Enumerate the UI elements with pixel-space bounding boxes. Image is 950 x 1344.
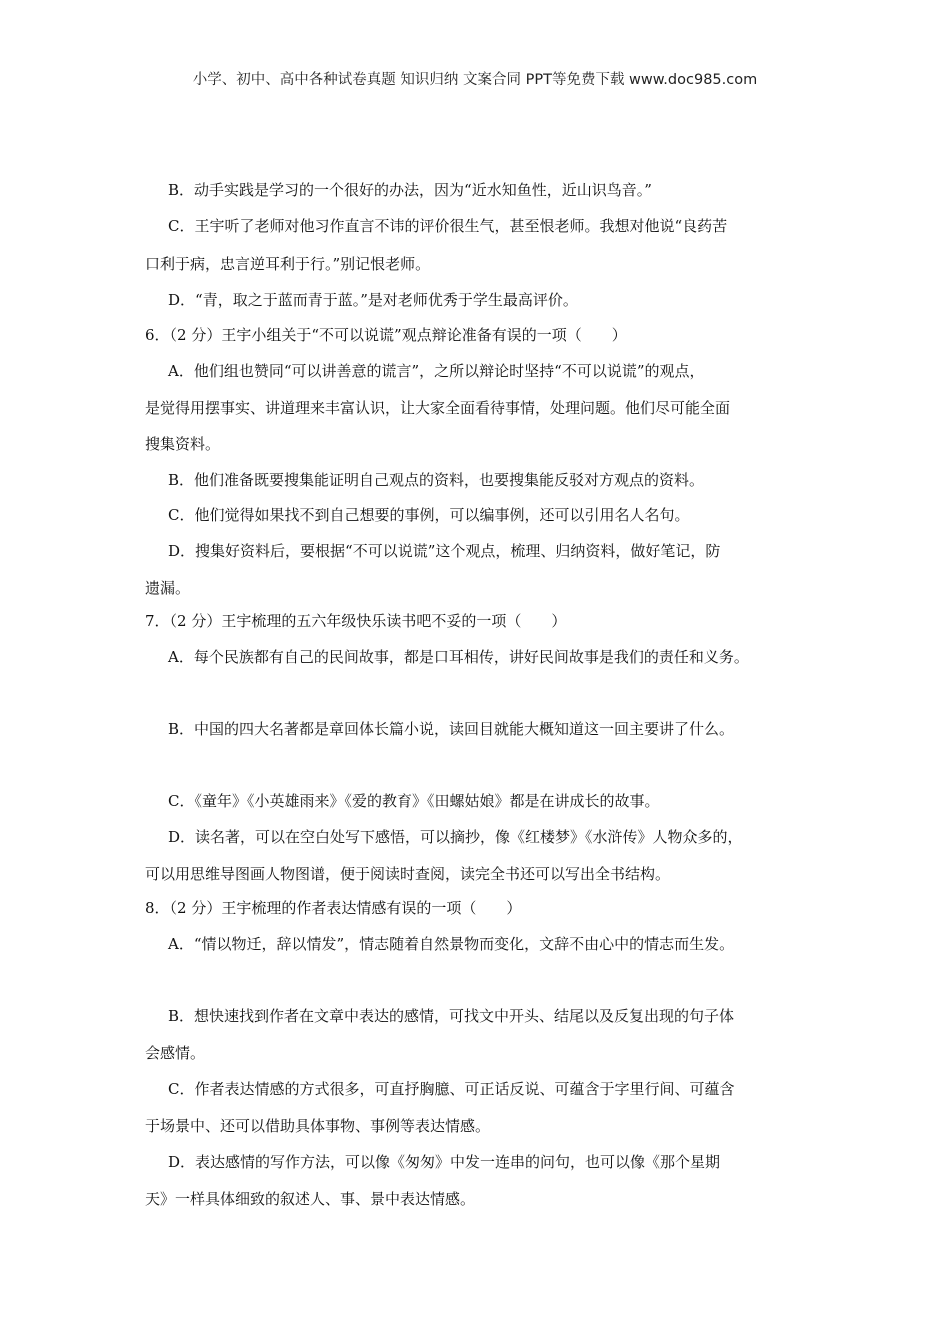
q7-option-a: A．每个民族都有自己的民间故事，都是口耳相传，讲好民间故事是我们的责任和义务。 [168,648,749,666]
q5-option-c-line1: C．王宇听了老师对他习作直言不讳的评价很生气，甚至恨老师。我想对他说“良药苦 [168,217,728,235]
q7-option-b: B．中国的四大名著都是章回体长篇小说，读回目就能大概知道这一回主要讲了什么。 [168,720,735,738]
q8-option-c-line1: C．作者表达情感的方式很多，可直抒胸臆、可正话反说、可蕴含于字里行间、可蕴含 [168,1080,735,1098]
q6-stem: 6．（2 分）王宇小组关于“不可以说谎”观点辩论准备有误的一项（ ） [145,326,627,344]
q8-option-c-line2: 于场景中、还可以借助具体事物、事例等表达情感。 [145,1117,491,1135]
q8-stem: 8．（2 分）王宇梳理的作者表达情感有误的一项（ ） [145,899,522,917]
q8-option-b-line1: B．想快速找到作者在文章中表达的感情，可找文中开头、结尾以及反复出现的句子体 [168,1007,735,1025]
q7-stem: 7．（2 分）王宇梳理的五六年级快乐读书吧不妥的一项（ ） [145,612,567,630]
q5-option-b: B．动手实践是学习的一个很好的办法，因为“近水知鱼性，近山识鸟音。” [168,181,652,199]
q5-option-c-line2: 口利于病，忠言逆耳利于行。”别记恨老师。 [145,255,431,273]
q7-option-c: C．《童年》《小英雄雨来》《爱的教育》《田螺姑娘》都是在讲成长的故事。 [168,792,660,810]
q6-option-c: C．他们觉得如果找不到自己想要的事例，可以编事例，还可以引用名人名句。 [168,506,690,524]
q8-option-a: A．“情以物迁，辞以情发”，情志随着自然景物而变化，文辞不由心中的情志而生发。 [168,935,735,953]
q8-option-d-line1: D．表达感情的写作方法，可以像《匆匆》中发一连串的问句，也可以像《那个星期 [168,1153,721,1171]
q8-option-b-line2: 会感情。 [145,1044,206,1062]
page-header: 小学、初中、高中各种试卷真题 知识归纳 文案合同 PPT等免费下载 www.doc985.com [192,72,758,88]
q6-option-b: B．他们准备既要搜集能证明自己观点的资料，也要搜集能反驳对方观点的资料。 [168,471,705,489]
q6-option-d-line2: 遗漏。 [145,579,191,597]
q6-option-a-line3: 搜集资料。 [145,435,221,453]
q6-option-a-line2: 是觉得用摆事实、讲道理来丰富认识，让大家全面看待事情，处理问题。他们尽可能全面 [145,399,731,417]
q6-option-d-line1: D．搜集好资料后，要根据“不可以说谎”这个观点，梳理、归纳资料，做好笔记，防 [168,542,721,560]
q5-option-d: D．“青，取之于蓝而青于蓝。”是对老师优秀于学生最高评价。 [168,291,578,309]
q8-option-d-line2: 天》一样具体细致的叙述人、事、景中表达情感。 [145,1190,476,1208]
q7-option-d-line1: D．读名著，可以在空白处写下感悟，可以摘抄，像《红楼梦》《水浒传》人物众多的， [168,828,743,846]
q6-option-a-line1: A．他们组也赞同“可以讲善意的谎言”，之所以辩论时坚持“不可以说谎”的观点， [168,362,705,380]
q7-option-d-line2: 可以用思维导图画人物图谱，便于阅读时查阅，读完全书还可以写出全书结构。 [145,865,671,883]
